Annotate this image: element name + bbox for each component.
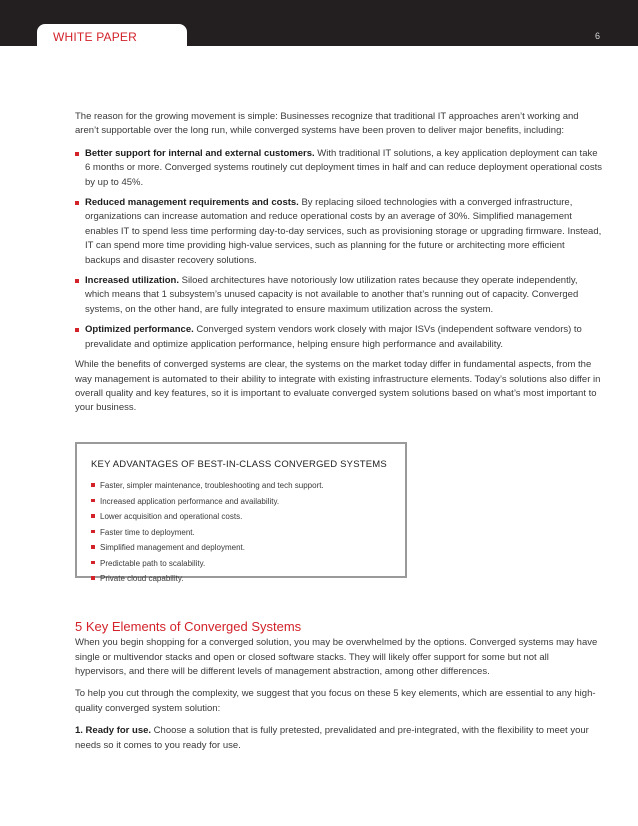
section-heading: 5 Key Elements of Converged Systems: [75, 618, 302, 634]
list-item: [91, 494, 391, 510]
list-item: [91, 556, 391, 572]
list-item: [91, 478, 391, 494]
benefit-text: Siloed architectures have notoriously low utilization rates because they operate independently, which means that 1 subsystem’s unused capacity is not available to another that’s running out of capacity. Converged systems, on the other hand, are fully integrated to ensure maximum utilization across the system.: [85, 275, 579, 315]
bullet-square-icon: [75, 201, 79, 205]
list-item: [91, 509, 391, 525]
section-paragraph: To help you cut through the complexity, we suggest that you focus on these 5 key elements, which are essential to any high-quality converged system solution:: [75, 688, 596, 714]
bullet-square-icon: [91, 514, 95, 518]
advantage-text: Predictable path to scalability.: [100, 558, 206, 568]
list-item: [91, 571, 391, 587]
advantage-text: Private cloud capability.: [100, 574, 184, 584]
benefit-title: Better support for internal and external customers.: [85, 147, 315, 159]
key-advantages-title: KEY ADVANTAGES OF BEST-IN-CLASS CONVERGED SYSTEMS: [91, 458, 387, 470]
bullet-square-icon: [91, 576, 95, 580]
benefits-list: [75, 147, 602, 352]
bullet-square-icon: [91, 545, 95, 549]
benefit-title: Increased utilization.: [85, 275, 179, 287]
benefit-title: Optimized performance.: [85, 324, 194, 336]
bullet-square-icon: [75, 279, 79, 283]
list-item: [91, 525, 391, 541]
bullet-square-icon: [91, 561, 95, 565]
list-item: [75, 274, 602, 317]
advantage-text: Simplified management and deployment.: [100, 543, 245, 553]
benefit-text: Converged system vendors work closely with major ISVs (independent software vendors) to prevalidate and optimize application performance, helping ensure high performance and availability.: [85, 324, 582, 350]
key-element-text: Choose a solution that is fully pretested, prevalidated and pre-integrated, with the flexibility to meet your needs so it comes to you ready for use.: [75, 725, 589, 751]
list-item: [75, 147, 602, 190]
benefit-text: With traditional IT solutions, a key application deployment can take 6 months or more. Converged systems routinely cut deployment times in half and can reduce deployment operational costs by up to 45%.: [85, 147, 602, 188]
bullet-square-icon: [91, 530, 95, 534]
summary-paragraph: While the benefits of converged systems are clear, the systems on the market today differ in fundamental aspects, from the way management is automated to their ability to integrate with existing infrastructure elements. Today’s solutions also differ in overall quality and key features, so it is important to evaluate converged system solutions based on what’s most important to your business.: [75, 359, 601, 414]
bullet-square-icon: [91, 483, 95, 487]
intro-paragraph: The reason for the growing movement is simple: Businesses recognize that traditional IT approaches aren’t working and aren’t supportable over the long run, while converged systems have been proven to deliver major benefits, including:: [75, 111, 579, 137]
benefit-title: Reduced management requirements and costs.: [85, 197, 299, 209]
advantage-text: Faster, simpler maintenance, troubleshooting and tech support.: [100, 481, 324, 491]
list-item: [75, 196, 602, 268]
bullet-square-icon: [75, 328, 79, 332]
advantage-text: Faster time to deployment.: [100, 527, 195, 537]
page-content: [75, 110, 602, 761]
page-number: 6: [594, 31, 600, 41]
key-element-title: 1. Ready for use.: [75, 725, 152, 737]
list-item: [91, 540, 391, 556]
list-item: [75, 323, 602, 352]
bullet-square-icon: [91, 499, 95, 503]
section-paragraph: When you begin shopping for a converged solution, you may be overwhelmed by the options. Converged systems may have single or multivendor stacks and open or closed software stacks. They will likely offer support for some but not all hypervisors, and there will be different levels of management abstraction, among other differences.: [75, 637, 598, 677]
key-advantages-list: [91, 478, 391, 587]
key-advantages-box: [75, 442, 407, 584]
benefit-text: By replacing siloed technologies with a converged infrastructure, organizations can increase automation and reduce operational costs by an average of 30%. Simplified management enables IT to spend less time performing day-to-day services, such as provisioning storage or upgrading firmware. Instead, IT can spend more time providing high-value services, such as planning for the future or architecting more efficient backups and disaster recovery solutions.: [85, 197, 602, 266]
bullet-square-icon: [75, 152, 79, 156]
document-type-label: WHITE PAPER: [53, 30, 137, 44]
advantage-text: Lower acquisition and operational costs.: [100, 512, 243, 522]
key-element-item: [75, 724, 602, 753]
advantage-text: Increased application performance and availability.: [100, 496, 280, 506]
